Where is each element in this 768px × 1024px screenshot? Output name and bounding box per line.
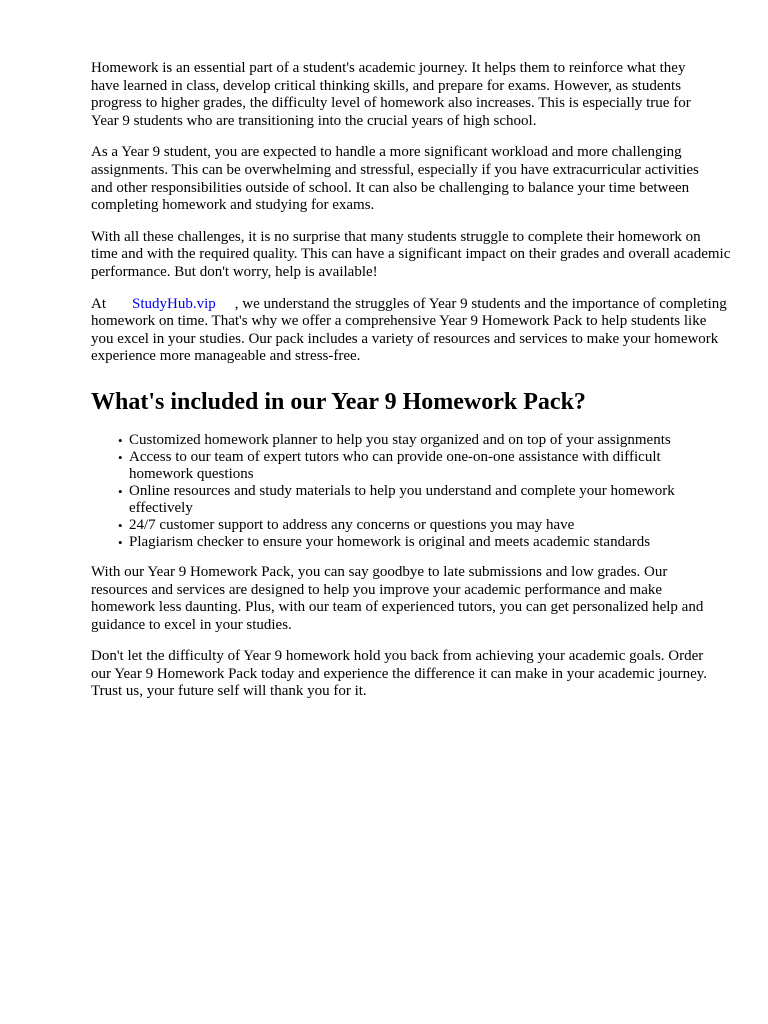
challenges-paragraph: With all these challenges, it is no surprise that many students struggle to complete their homework on time and with the required quality. This can have a significant impact on their grades and overall academic performance. But don't worry, help is available! [91,228,731,280]
list-item-text: 24/7 customer support to address any concerns or questions you may have [129,516,575,533]
section-heading: What's included in our Year 9 Homework Pack? [91,388,586,415]
bullet-icon: • [118,449,123,465]
list-item-text: Online resources and study materials to help you understand and complete your homework effectively [129,482,675,516]
at-prefix-text: At [91,295,106,312]
bullet-icon: • [118,534,123,550]
bullet-icon: • [118,483,123,499]
list-item-text: Access to our team of expert tutors who can provide one-on-one assistance with difficult homework questions [129,448,661,482]
studyhub-paragraph-text: , we understand the struggles of Year 9 students and the importance of completing homework on time. That's why we offer a comprehensive Year 9 Homework Pack to help students like you excel in your studies. Our pack includes a variety of resources and services to make your homework experience more manageable and stress-free. [91,295,727,365]
list-item [118,517,718,534]
list-item-text: Customized homework planner to help you stay organized and on top of your assignments [129,431,671,448]
list-item [118,483,718,517]
studyhub-link[interactable]: StudyHub.vip [132,295,216,312]
document-page [91,60,731,701]
bullet-icon: • [118,432,123,448]
list-item [118,432,718,449]
list-item [118,449,718,483]
workload-paragraph: As a Year 9 student, you are expected to handle a more significant workload and more challenging assignments. This can be overwhelming and stressful, especially if you have extracurricular activities and other responsibilities outside of school. It can also be challenging to balance your time between completing homework and studying for exams. [91,144,699,214]
intro-paragraph: Homework is an essential part of a student's academic journey. It helps them to reinforce what they have learned in class, develop critical thinking skills, and prepare for exams. However, as students progress to higher grades, the difficulty level of homework also increases. This is especially true for Year 9 students who are transitioning into the crucial years of high school. [91,60,691,129]
pack-features-list [91,432,718,551]
list-item [118,534,718,551]
bullet-icon: • [118,517,123,533]
studyhub-paragraph [91,296,731,366]
goodbye-paragraph: With our Year 9 Homework Pack, you can say goodbye to late submissions and low grades. Our resources and services are designed to help you improve your academic performance and make homework less daunting. Plus, with our team of experienced tutors, you can get personalized help and guidance to excel in your studies. [91,563,704,633]
closing-paragraph: Don't let the difficulty of Year 9 homework hold you back from achieving your academic goals. Order our Year 9 Homework Pack today and experience the difference it can make in your academic journey. Trust us, your future self will thank you for it. [91,648,708,700]
list-item-text: Plagiarism checker to ensure your homework is original and meets academic standards [129,533,651,550]
